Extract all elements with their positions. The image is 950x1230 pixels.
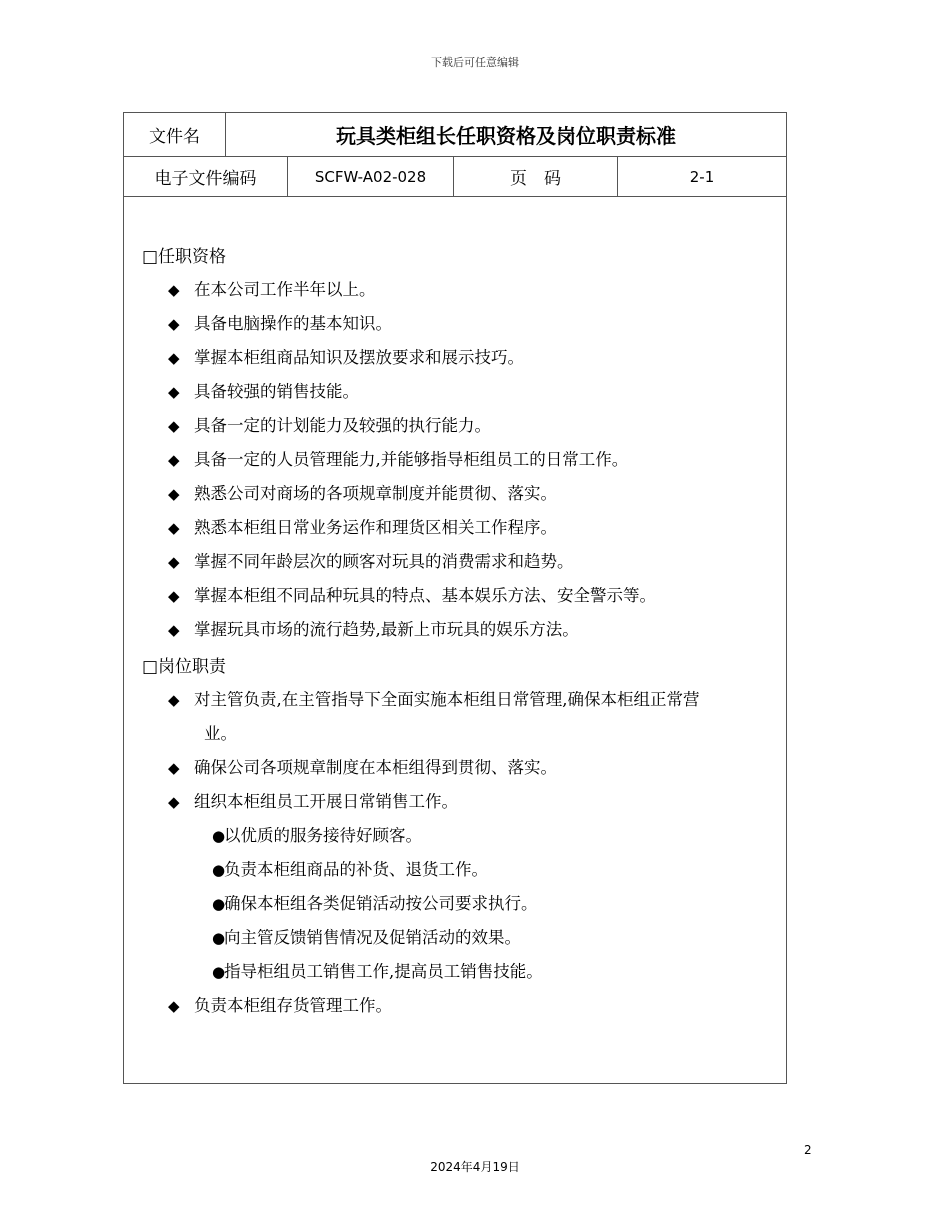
duty-sub-item: ●指导柜组员工销售工作,提高员工销售技能。 <box>212 962 543 981</box>
qualification-item: ◆ 掌握玩具市场的流行趋势,最新上市玩具的娱乐方法。 <box>168 620 579 639</box>
content-area <box>124 198 786 1015</box>
dot-bullet-icon: ● <box>212 895 226 913</box>
duty-sub-item: ●向主管反馈销售情况及促销活动的效果。 <box>212 928 521 947</box>
diamond-bullet-icon: ◆ <box>168 553 180 571</box>
qualification-item: ◆ 具备较强的销售技能。 <box>168 382 359 401</box>
qualification-item: ◆ 具备电脑操作的基本知识。 <box>168 314 392 333</box>
qualification-item: ◆ 掌握本柜组不同品种玩具的特点、基本娱乐方法、安全警示等。 <box>168 586 656 605</box>
duty-sub-item: ●确保本柜组各类促销活动按公司要求执行。 <box>212 894 538 913</box>
dot-bullet-icon: ● <box>212 861 226 879</box>
page-number: 2 <box>804 1143 812 1157</box>
page-label: 页 码 <box>454 157 618 196</box>
diamond-bullet-icon: ◆ <box>168 621 180 639</box>
document-table <box>123 112 787 1084</box>
qualification-item: ◆ 具备一定的计划能力及较强的执行能力。 <box>168 416 491 435</box>
qualification-item: ◆ 掌握不同年龄层次的顾客对玩具的消费需求和趋势。 <box>168 552 574 571</box>
qualification-item: ◆ 在本公司工作半年以上。 <box>168 280 376 299</box>
diamond-bullet-icon: ◆ <box>168 519 180 537</box>
diamond-bullet-icon: ◆ <box>168 759 180 777</box>
duty-sub-item: ●负责本柜组商品的补货、退货工作。 <box>212 860 488 879</box>
duty-item: ◆ 负责本柜组存货管理工作。 <box>168 996 392 1015</box>
diamond-bullet-icon: ◆ <box>168 383 180 401</box>
qualification-item: ◆ 具备一定的人员管理能力,并能够指导柜组员工的日常工作。 <box>168 450 629 469</box>
dot-bullet-icon: ● <box>212 929 226 947</box>
diamond-bullet-icon: ◆ <box>168 315 180 333</box>
code-row <box>124 157 786 197</box>
qualification-item: ◆ 掌握本柜组商品知识及摆放要求和展示技巧。 <box>168 348 524 367</box>
duty-item: ◆ 组织本柜组员工开展日常销售工作。 <box>168 792 458 811</box>
duty-item-continuation: 业。 <box>204 724 237 743</box>
qualifications-heading: □任职资格 <box>142 247 227 267</box>
dot-bullet-icon: ● <box>212 963 226 981</box>
footer-date: 2024年4月19日 <box>430 1160 520 1174</box>
dot-bullet-icon: ● <box>212 827 226 845</box>
code-label: 电子文件编码 <box>124 157 288 196</box>
document-title: 玩具类柜组长任职资格及岗位职责标准 <box>336 124 676 148</box>
file-name-label: 文件名 <box>124 113 226 156</box>
title-row <box>124 113 786 157</box>
qualification-item: ◆ 熟悉本柜组日常业务运作和理货区相关工作程序。 <box>168 518 557 537</box>
diamond-bullet-icon: ◆ <box>168 691 180 709</box>
diamond-bullet-icon: ◆ <box>168 417 180 435</box>
duty-sub-item: ●以优质的服务接待好顾客。 <box>212 826 422 845</box>
diamond-bullet-icon: ◆ <box>168 793 180 811</box>
duties-heading: □岗位职责 <box>142 657 227 677</box>
diamond-bullet-icon: ◆ <box>168 349 180 367</box>
header-note: 下载后可任意编辑 <box>431 56 519 69</box>
diamond-bullet-icon: ◆ <box>168 587 180 605</box>
diamond-bullet-icon: ◆ <box>168 997 180 1015</box>
duty-item: ◆ 对主管负责,在主管指导下全面实施本柜组日常管理,确保本柜组正常营 <box>168 690 700 709</box>
qualification-item: ◆ 熟悉公司对商场的各项规章制度并能贯彻、落实。 <box>168 484 557 503</box>
diamond-bullet-icon: ◆ <box>168 281 180 299</box>
code-value: SCFW-A02-028 <box>288 157 454 196</box>
page-value: 2-1 <box>689 167 715 186</box>
diamond-bullet-icon: ◆ <box>168 451 180 469</box>
diamond-bullet-icon: ◆ <box>168 485 180 503</box>
duty-item: ◆ 确保公司各项规章制度在本柜组得到贯彻、落实。 <box>168 758 557 777</box>
